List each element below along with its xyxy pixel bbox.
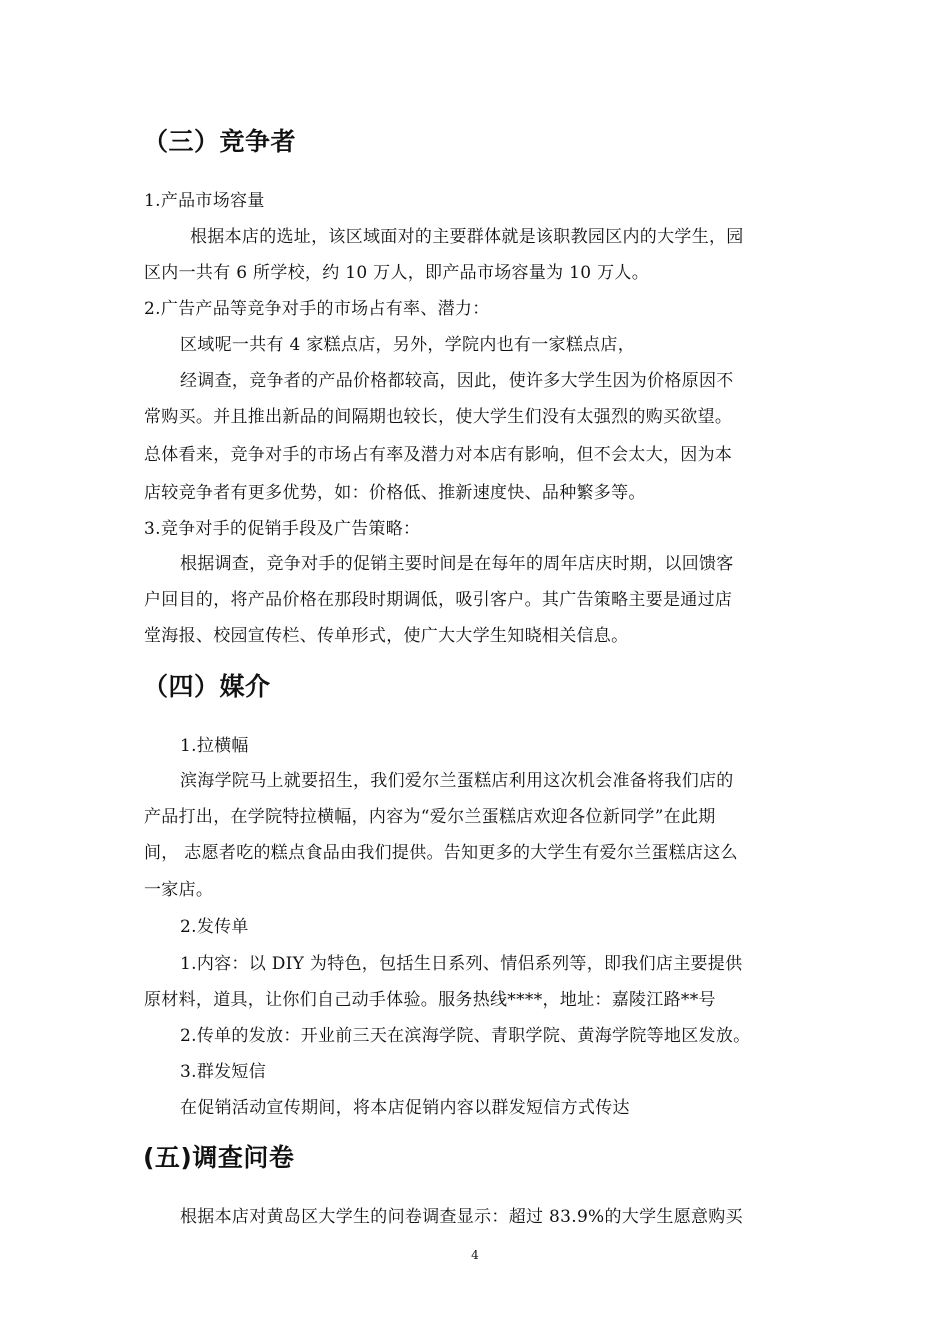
paragraph-line: 3.竞争对手的促销手段及广告策略： [144, 519, 421, 539]
paragraph-line: 户回目的，将产品价格在那段时期调低，吸引客户。其广告策略主要是通过店 [144, 590, 733, 610]
paragraph-line: 原材料，道具，让你们自己动手体验。服务热线****，地址：嘉陵江路**号 [144, 990, 716, 1010]
paragraph-line: 根据本店对黄岛区大学生的问卷调查显示：超过 83.9%的大学生愿意购买 [180, 1207, 743, 1227]
paragraph-line: 根据调查，竞争对手的促销主要时间是在每年的周年店庆时期，以回馈客 [180, 554, 734, 574]
page-number: 4 [471, 1248, 479, 1262]
paragraph-line: 2.传单的发放：开业前三天在滨海学院、青职学院、黄海学院等地区发放。 [180, 1026, 751, 1046]
paragraph-line: 产品打出，在学院特拉横幅，内容为“爱尔兰蛋糕店欢迎各位新同学”在此期 [144, 807, 716, 827]
section-heading-competitors: （三）竞争者 [143, 127, 297, 156]
section-heading-media: （四）媒介 [143, 672, 271, 701]
paragraph-line: 1.内容：以 DIY 为特色，包括生日系列、情侣系列等，即我们店主要提供 [180, 954, 743, 974]
paragraph-line: 经调查，竞争者的产品价格都较高，因此，使许多大学生因为价格原因不 [180, 371, 734, 391]
paragraph-line: 1.产品市场容量 [144, 191, 265, 211]
paragraph-line: 区域呢一共有 4 家糕点店，另外，学院内也有一家糕点店， [180, 335, 636, 355]
paragraph-line: 常购买。并且推出新品的间隔期也较长，使大学生们没有太强烈的购买欲望。 [144, 407, 733, 427]
paragraph-line: 滨海学院马上就要招生，我们爱尔兰蛋糕店利用这次机会准备将我们店的 [180, 771, 734, 791]
section-heading-survey: (五)调查问卷 [143, 1143, 295, 1172]
paragraph-line: 一家店。 [144, 880, 214, 900]
paragraph-line: 间， 志愿者吃的糕点食品由我们提供。告知更多的大学生有爱尔兰蛋糕店这么 [144, 843, 738, 863]
paragraph-line: 在促销活动宣传期间，将本店促销内容以群发短信方式传达 [180, 1098, 630, 1118]
paragraph-line: 店较竞争者有更多优势，如：价格低、推新速度快、品种繁多等。 [144, 483, 646, 503]
paragraph-line: 堂海报、校园宣传栏、传单形式，使广大大学生知晓相关信息。 [144, 626, 629, 646]
paragraph-line: 2.发传单 [180, 917, 249, 937]
paragraph-line: 2.广告产品等竞争对手的市场占有率、潜力： [144, 299, 490, 319]
paragraph-line: 总体看来，竞争对手的市场占有率及潜力对本店有影响，但不会太大，因为本 [144, 445, 733, 465]
paragraph-line: 区内一共有 6 所学校，约 10 万人，即产品市场容量为 10 万人。 [144, 263, 650, 283]
paragraph-line: 1.拉横幅 [180, 736, 249, 756]
paragraph-line: 3.群发短信 [180, 1062, 267, 1082]
paragraph-line: 根据本店的选址，该区域面对的主要群体就是该职教园区内的大学生，园 [190, 227, 744, 247]
